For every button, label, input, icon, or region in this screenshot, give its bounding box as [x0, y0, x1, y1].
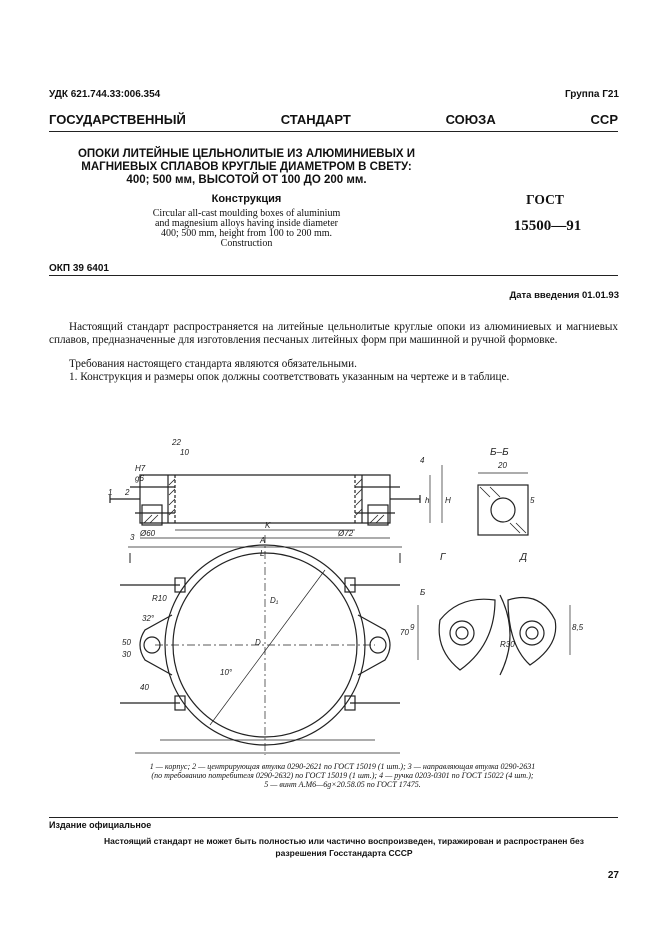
dim-30: 30 [122, 650, 131, 659]
state-standard-banner [49, 112, 618, 127]
dim-l: L [260, 549, 265, 558]
angle-10: 10° [220, 668, 233, 677]
paragraph-scope: Настоящий стандарт распространяется на литейные цельнолитые круглые опоки из алюминиевых и магниевых сплавов, предназначенные для изготовления песчаных литейных форм при машинной и ручной формовке. [49, 321, 618, 347]
label-1: 1 [108, 488, 113, 497]
notice-line2: разрешения Госстандарта СССР [275, 848, 413, 858]
paragraph-mandatory: Требования настоящего стандарта являются обязательными. [69, 358, 357, 370]
notice-line1: Настоящий стандарт не может быть полностью или частично воспроизведен, тиражирован и распространен без [103, 836, 584, 846]
header-rule [49, 131, 618, 132]
view-d-lug [508, 598, 556, 666]
page-number: 27 [607, 870, 619, 881]
title-ru [49, 148, 444, 187]
angle-32: 32° [142, 614, 155, 623]
view-g-label: Г [440, 552, 446, 563]
official-edition: Издание официальное [49, 820, 152, 830]
title-ru-line1: ОПОКИ ЛИТЕЙНЫЕ ЦЕЛЬНОЛИТЫЕ ИЗ АЛЮМИНИЕВЫХ И [77, 148, 416, 160]
gost-label: ГОСТ [526, 192, 564, 207]
dim-20: 20 [498, 461, 507, 470]
section-arrow-b: Б [420, 588, 426, 597]
dim-H: H [445, 496, 451, 505]
inner-rim [173, 553, 357, 737]
dim-r10: R10 [152, 594, 167, 603]
udk-code: УДК 621.744.33:006.354 [49, 89, 161, 100]
okp-code: ОКП 39 6401 [49, 263, 109, 274]
title-en-line3: 400; 500 mm, height from 100 to 200 mm. [160, 228, 333, 239]
dim-D1: D₁ [270, 596, 279, 605]
banner-word-2: СТАНДАРТ [280, 112, 351, 127]
banner-word-3: СОЮЗА [445, 112, 496, 127]
dim-3: 3 [130, 533, 135, 542]
label-2: 2 [125, 488, 130, 497]
dim-h: h [425, 496, 430, 505]
dim-9: 9 [410, 623, 415, 632]
dim-d60: Ø60 [140, 529, 156, 538]
dim-4: 4 [420, 456, 425, 465]
title-subtitle: Конструкция [211, 193, 282, 205]
gost-number: 15500—91 [513, 218, 582, 234]
banner-word-1: ГОСУДАРСТВЕННЫЙ [49, 112, 186, 127]
fit-g6: g6 [135, 474, 144, 483]
fit-h7: Н7 [135, 464, 146, 473]
dim-22: 22 [172, 438, 181, 447]
caption-line2: (по требованию потребителя 0290-2632) по ГОСТ 15019 (1 шт.); 4 — ручка 0203-0301 по ГОСТ 15022 (4 шт.); [151, 771, 534, 780]
dim-d72: Ø72 [338, 529, 354, 538]
dim-r30: R30 [500, 640, 515, 649]
group-code: Группа Г21 [564, 89, 619, 100]
section-body [140, 475, 390, 523]
dim-10: 10 [180, 448, 189, 457]
drawing-caption [70, 762, 615, 789]
dim-5: 5 [530, 496, 535, 505]
title-en [49, 209, 444, 249]
copyright-notice [70, 835, 618, 859]
diameter-line [210, 570, 325, 725]
title-ru-line2: МАГНИЕВЫХ СПЛАВОВ КРУГЛЫЕ ДИАМЕТРОМ В СВЕТУ: [81, 161, 412, 173]
caption-line1: 1 — корпус; 2 — центрирующая втулка 0290-2621 по ГОСТ 15019 (1 шт.); 3 — направляющая втулка 0290-2631 [149, 762, 536, 771]
section-bb-label: Б–Б [490, 447, 509, 458]
dim-D: D [255, 638, 261, 647]
dim-40: 40 [140, 683, 149, 692]
dim-k: K [265, 521, 271, 530]
banner-word-4: ССР [590, 112, 618, 127]
moulding-box-drawing [100, 435, 620, 760]
dim-50: 50 [122, 638, 131, 647]
okp-rule [49, 275, 618, 276]
dim-8-5: 8,5 [572, 623, 584, 632]
view-g-lug [439, 599, 495, 670]
view-d-label: Д [520, 552, 528, 563]
introduction-date: Дата введения 01.01.93 [509, 290, 619, 301]
dim-70: 70 [400, 628, 409, 637]
paragraph-construction: 1. Конструкция и размеры опок должны соответствовать указанным на чертеже и в таблице. [69, 371, 510, 383]
caption-line3: 5 — винт А.М6—6g×20.58.05 по ГОСТ 17475. [264, 780, 421, 789]
footer-rule [49, 817, 618, 818]
title-en-line2: and magnesium alloys having inside diameter [154, 218, 338, 229]
title-en-line4: Construction [220, 238, 273, 249]
title-en-line1: Circular all-cast moulding boxes of aluminium [152, 208, 341, 219]
title-ru-line3: 400; 500 мм, ВЫСОТОЙ ОТ 100 ДО 200 мм. [126, 174, 367, 186]
dim-a: А [260, 536, 266, 545]
